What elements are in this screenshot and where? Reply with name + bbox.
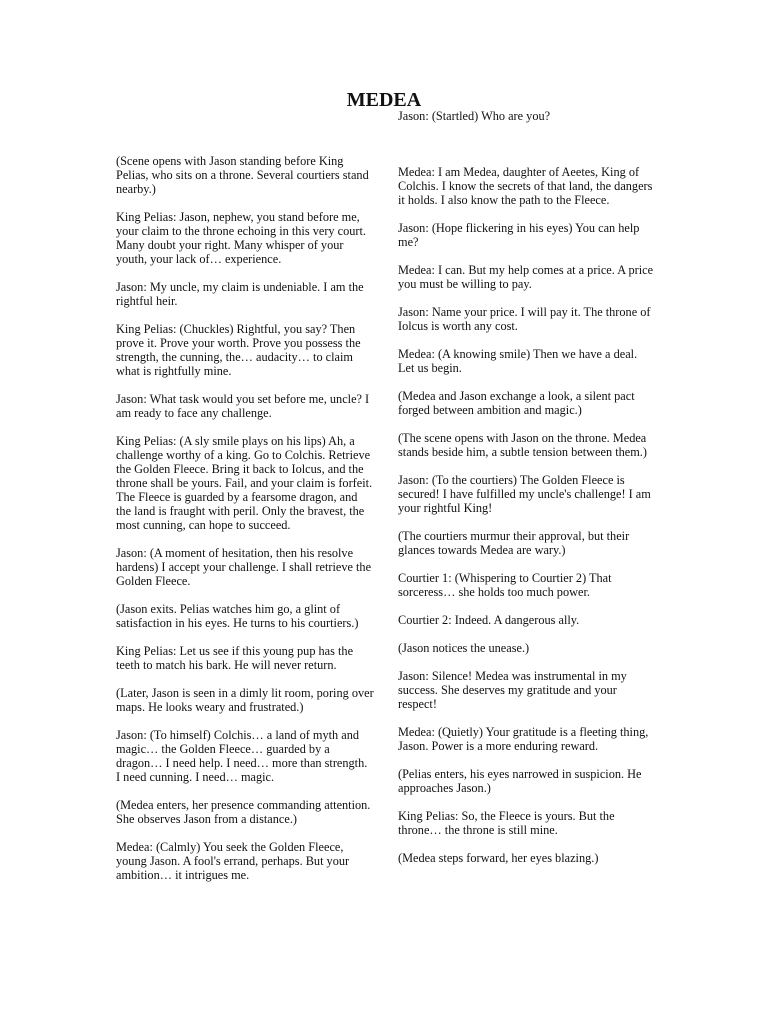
script-paragraph: Jason: (A moment of hesitation, then his resolve hardens) I accept your challenge. I shall retrieve the Golden Fleece.: [116, 546, 372, 588]
script-paragraph: King Pelias: (Chuckles) Rightful, you say? Then prove it. Prove your worth. Prove you possess the strength, the cunning, the… audacity… to claim what is rightfully mine.: [116, 322, 361, 378]
script-paragraph: Jason: My uncle, my claim is undeniable. I am the rightful heir.: [116, 280, 364, 308]
script-paragraph: Jason: (Startled) Who are you?: [398, 109, 551, 123]
script-paragraph: (Scene opens with Jason standing before King Pelias, who sits on a throne. Several courtiers stand nearby.): [116, 154, 369, 196]
script-paragraph: (Medea steps forward, her eyes blazing.): [398, 851, 599, 865]
script-paragraph: (The courtiers murmur their approval, but their glances towards Medea are wary.): [398, 529, 630, 557]
script-paragraph: Jason: (To the courtiers) The Golden Fleece is secured! I have fulfilled my uncle's challenge! I am your rightful King!: [398, 473, 651, 515]
script-paragraph: King Pelias: Jason, nephew, you stand before me, your claim to the throne echoing in this very court. Many doubt your right. Many whisper of your youth, your lack of… experience.: [116, 210, 366, 266]
script-paragraph: (Jason exits. Pelias watches him go, a glint of satisfaction in his eyes. He turns to his courtiers.): [116, 602, 359, 630]
script-paragraph: Courtier 1: (Whispering to Courtier 2) That sorceress… she holds too much power.: [398, 571, 612, 599]
script-paragraph: Medea: (Calmly) You seek the Golden Fleece, young Jason. A fool's errand, perhaps. But your ambition… it intrigues me.: [116, 840, 350, 882]
script-paragraph: King Pelias: Let us see if this young pup has the teeth to match his bark. He will never return.: [116, 644, 354, 672]
script-paragraph: Jason: (To himself) Colchis… a land of myth and magic… the Golden Fleece… guarded by a dragon… I need help. I need… more than strength. I need cunning. I need… magic.: [116, 728, 368, 784]
script-paragraph: Jason: Silence! Medea was instrumental in my success. She deserves my gratitude and your respect!: [398, 669, 627, 711]
script-paragraph: King Pelias: So, the Fleece is yours. But the throne… the throne is still mine.: [398, 809, 615, 837]
script-paragraph: (Medea enters, her presence commanding attention. She observes Jason from a distance.): [116, 798, 371, 826]
script-paragraph: Medea: (Quietly) Your gratitude is a fleeting thing, Jason. Power is a more enduring reward.: [398, 725, 649, 753]
script-paragraph: Jason: What task would you set before me, uncle? I am ready to face any challenge.: [116, 392, 370, 420]
right-column: [398, 109, 656, 879]
script-paragraph: Medea: (A knowing smile) Then we have a deal. Let us begin.: [398, 347, 638, 375]
script-paragraph: Jason: Name your price. I will pay it. The throne of Iolcus is worth any cost.: [398, 305, 651, 333]
script-paragraph: Medea: I can. But my help comes at a price. A price you must be willing to pay.: [398, 263, 654, 291]
script-paragraph: (Medea and Jason exchange a look, a silent pact forged between ambition and magic.): [398, 389, 635, 417]
left-column: [116, 154, 374, 896]
script-paragraph: (Jason notices the unease.): [398, 641, 530, 655]
page-title: MEDEA: [346, 89, 422, 111]
script-paragraph: Jason: (Hope flickering in his eyes) You can help me?: [398, 221, 640, 249]
script-paragraph: Courtier 2: Indeed. A dangerous ally.: [398, 613, 580, 627]
script-paragraph: (Pelias enters, his eyes narrowed in suspicion. He approaches Jason.): [398, 767, 642, 795]
script-paragraph: (The scene opens with Jason on the throne. Medea stands beside him, a subtle tension between them.): [398, 431, 647, 459]
script-paragraph: (Later, Jason is seen in a dimly lit room, poring over maps. He looks weary and frustrated.): [116, 686, 374, 714]
script-paragraph: Medea: I am Medea, daughter of Aeetes, King of Colchis. I know the secrets of that land, the dangers it holds. I also know the path to the Fleece.: [398, 165, 653, 207]
script-paragraph: King Pelias: (A sly smile plays on his lips) Ah, a challenge worthy of a king. Go to Colchis. Retrieve the Golden Fleece. Bring it back to Iolcus, and the throne shall be yours. Fail, and your claim is forfeit. The Fleece is guarded by a fearsome dragon, and the land is fraught with peril. Only the bravest, the most cunning, can hope to succeed.: [116, 434, 373, 532]
